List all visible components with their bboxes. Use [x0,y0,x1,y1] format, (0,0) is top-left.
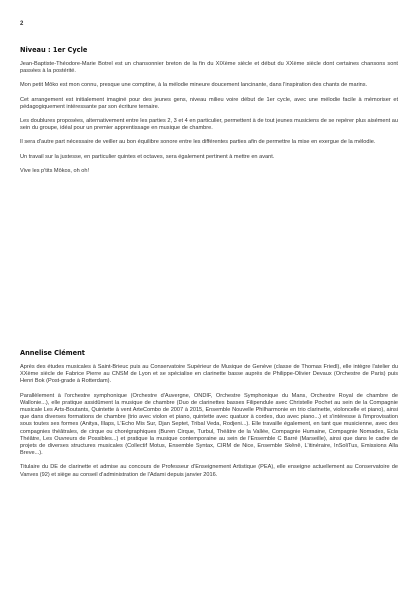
paragraph: Mon petit Mōko est mon connu, presque une comptine, à la mélodie mineure doucement lancinante, dans l'inspiration des chants de marins. [20,82,368,89]
section-title: Annelise Clément [20,349,85,357]
paragraph: Parallèlement à l'orchestre symphonique (Orchestre d'Auvergne, ONDIF, Orchestre Symphonique du Mans, Orchestre Royal de chambre de Wallonie...), elle pratique assidûment la musique de chambre (Duo de clarinettes basses Filipendule avec Christelle Pochet au sein de la Compagnie musicale Les Arts-Boutants, Quintette à vent ArteCombo de 2007 à 2015, Ensemble Nouvelle Philharmonie en trio clarinette, violoncelle et piano), ainsi que dans diverses formations de chambre (trio avec violon et piano, quintette avec quatuor à cordes, duo avec piano...) et s'intéresse à l'improvisation sous toutes ses formes (Anitya, Illaps, L'Echo Mis Sur, Djan Septet, Tribal Veda, Rodjeni...). Elle travaille également, en tant que musicienne, avec des compagnies théâtrales, de cirque ou chorégraphiques (Buren Cirque, Turbul, Théâtre de la Vallée, Compagnie Humaine, Compagnie Nomades, Ecla Théâtre, Les Ouvreurs de Possibles...) et pratique la musique contemporaine au sein de l'Ensemble C Barré (Marseille), ainsi que dans le cadre de projets de diverses structures musicales (Collectif Motus, Ensemble Syntax, CIRM de Nice, Ensemble Skênê, L'itinéraire, InSoliTus, Emissions Alla Breve...). [20,392,398,457]
paragraph: Les doublures proposées, alternativement entre les parties 2, 3 et 4 en particulier, permettent à de tout jeunes musiciens de se repérer plus aisément au sein du groupe, idéal pour un premier apprentissage en musique de chambre. [20,118,398,132]
paragraph: Après des études musicales à Saint-Brieuc puis au Conservatoire Supérieur de Musique de Genève (classe de Thomas Friedl), elle intègre l'atelier du XXème siècle de Fabrice Pierre au CNSM de Lyon et se spécialise en clarinette basse auprès de Philippe-Olivier Devaux (Orchestre de Paris) puis Henri Bok (Post-grade à Rotterdam). [20,364,398,385]
paragraph: Un travail sur la justesse, en particulier quintes et octaves, sera également pertinent à mettre en avant. [20,153,275,160]
paragraph: Titulaire du DE de clarinette et admise au concours de Professeur d'Enseignement Artistique (PEA), elle enseigne actuellement au Conservatoire de Vanves (92) et siège au conseil d'administration de l'Adami depuis janvier 2016. [20,464,398,478]
paragraph: Jean-Baptiste-Théodore-Marie Botrel est un chansonnier breton de la fin du XIXème siècle et début du XXème siècle dont certaines chansons sont passées à la postérité. [20,61,398,75]
paragraph: Cet arrangement est initialement imaginé pour des jeunes gens, niveau milieu voire début de 1er cycle, avec une mélodie facile à mémoriser et pédagogiquement intéressante par son écriture ternaire. [20,96,398,110]
paragraph: Il sera d'autre part nécessaire de veiller au bon équilibre sonore entre les différentes parties afin de permettre la mise en exergue de la mélodie. [20,139,376,146]
section-title: Niveau : 1er Cycle [20,46,88,54]
page-number: 2 [20,21,24,27]
paragraph: Vive les p'tits Mōkos, oh oh! [20,167,90,174]
section-level [20,46,398,182]
section-biography [20,349,398,486]
